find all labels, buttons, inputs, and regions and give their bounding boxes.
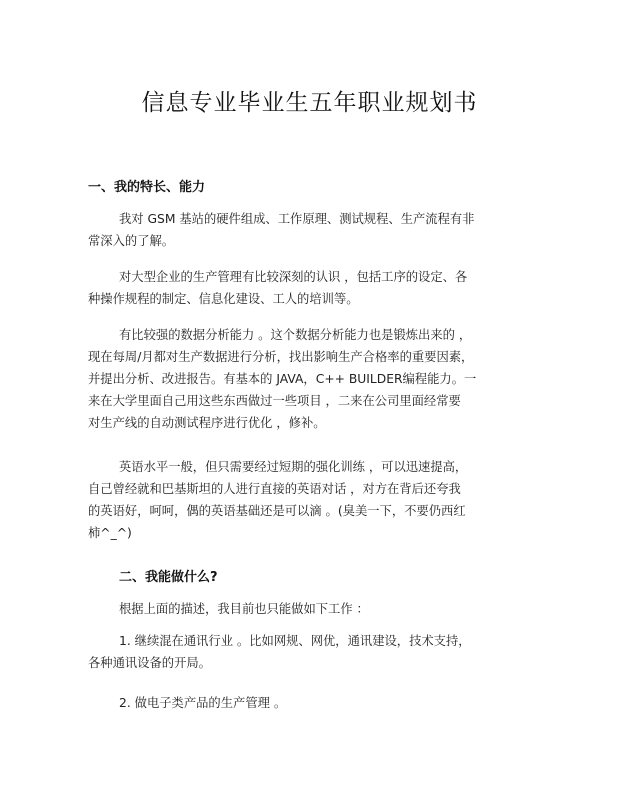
paragraph-intro <box>88 598 528 620</box>
document-title: 信息专业毕业生五年职业规划书 <box>141 90 478 116</box>
paragraph-english <box>88 456 528 544</box>
paragraph-line: 1. 继续混在通讯行业 。比如网规、网优，通讯建设，技术支持， <box>119 634 471 648</box>
paragraph-line: 我对 GSM 基站的硬件组成、工作原理、测试规程、生产流程有非 <box>119 212 475 226</box>
paragraph-management <box>88 266 528 310</box>
paragraph-line: 现在每周/月都对生产数据进行分析，找出影响生产合格率的重要因素， <box>88 350 474 364</box>
paragraph-line: 对大型企业的生产管理有比较深刻的认识 ，包括工序的设定、各 <box>119 270 468 284</box>
paragraph-line: 自己曾经就和巴基斯坦的人进行直接的英语对话 ，对方在背后还夸我 <box>88 482 461 496</box>
paragraph-line: 对生产线的自动测试程序进行优化 ，修补。 <box>88 416 326 430</box>
paragraph-line: 英语水平一般，但只需要经过短期的强化训练 ，可以迅速提高， <box>119 460 468 474</box>
paragraph-line: 2. 做电子类产品的生产管理 。 <box>119 696 287 710</box>
section-heading-strengths: 一、我的特长、能力 <box>88 180 206 195</box>
paragraph-line: 柿^_^) <box>88 526 132 540</box>
paragraph-line: 有比较强的数据分析能力 。这个数据分析能力也是锻炼出来的 ， <box>119 328 472 342</box>
paragraph-line: 来在大学里面自己用这些东西做过一些项目 ，二来在公司里面经常要 <box>88 394 461 408</box>
section-heading-what-i-can-do: 二、我能做什么? <box>119 570 218 585</box>
paragraph-gsm-knowledge <box>88 208 528 252</box>
paragraph-line: 种操作规程的制定、信息化建设、工人的培训等。 <box>88 292 359 306</box>
paragraph-line: 并提出分析、改进报告。有基本的 JAVA，C++ BUILDER编程能力。一 <box>88 372 477 386</box>
paragraph-line: 根据上面的描述，我目前也只能做如下工作 ： <box>119 602 369 616</box>
paragraph-item-1 <box>88 630 528 674</box>
paragraph-line: 各种通讯设备的开局。 <box>88 656 211 670</box>
paragraph-data-analysis <box>88 324 528 434</box>
paragraph-line: 的英语好，呵呵，偶的英语基础还是可以滴 。(臭美一下，不要仍西红 <box>88 504 466 518</box>
paragraph-line: 常深入的了解。 <box>88 234 175 248</box>
paragraph-item-2 <box>88 692 528 714</box>
